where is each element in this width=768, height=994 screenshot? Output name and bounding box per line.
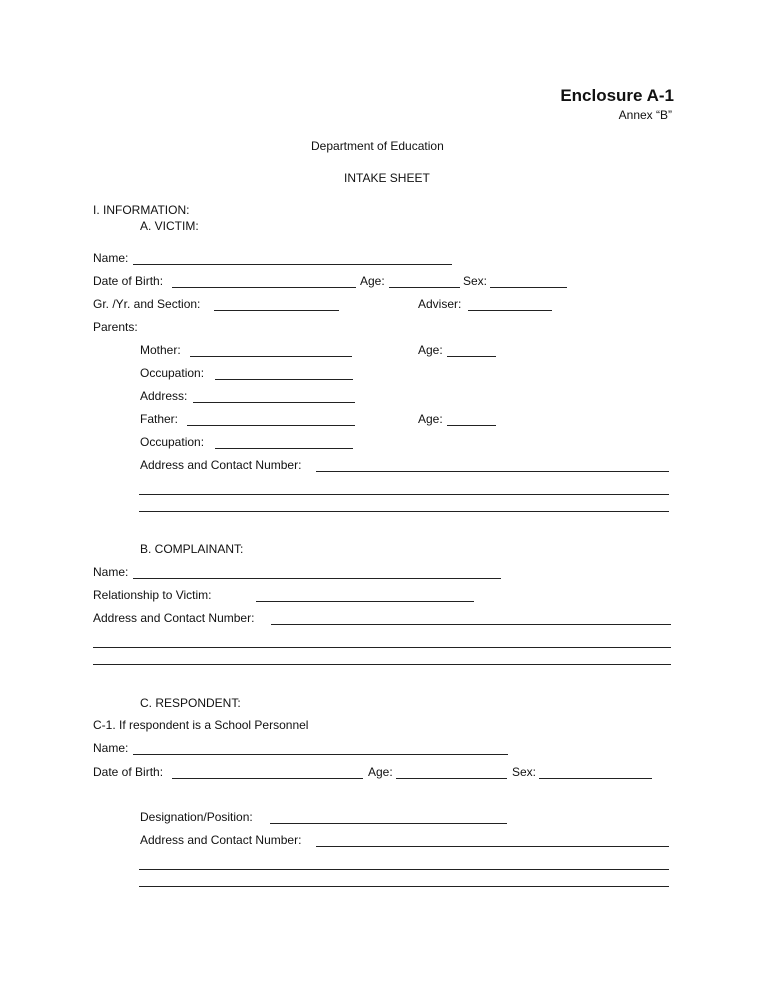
victim-adviser-label: Adviser: bbox=[418, 297, 462, 311]
respondent-sex-label: Sex: bbox=[512, 765, 537, 779]
victim-grade-label: Gr. /Yr. and Section: bbox=[93, 297, 201, 311]
section-information-heading: I. INFORMATION: bbox=[93, 203, 190, 217]
respondent-sex-field[interactable] bbox=[539, 778, 652, 779]
respondent-heading: C. RESPONDENT: bbox=[140, 696, 241, 710]
mother-age-label: Age: bbox=[418, 343, 443, 357]
respondent-name-label: Name: bbox=[93, 741, 129, 755]
parents-label: Parents: bbox=[93, 320, 138, 334]
enclosure-label: Enclosure A-1 bbox=[560, 86, 674, 105]
respondent-name-field[interactable] bbox=[133, 754, 508, 755]
mother-occupation-field[interactable] bbox=[215, 379, 353, 380]
father-field[interactable] bbox=[187, 425, 355, 426]
complainant-heading: B. COMPLAINANT: bbox=[140, 542, 244, 556]
victim-age-field[interactable] bbox=[389, 287, 460, 288]
victim-sex-field[interactable] bbox=[490, 287, 567, 288]
mother-address-field[interactable] bbox=[193, 402, 355, 403]
victim-address-contact-label: Address and Contact Number: bbox=[140, 458, 302, 472]
complainant-relationship-field[interactable] bbox=[256, 601, 474, 602]
respondent-dob-field[interactable] bbox=[172, 778, 363, 779]
respondent-address-contact-line-3[interactable] bbox=[139, 886, 669, 887]
victim-heading: A. VICTIM: bbox=[140, 219, 199, 233]
form-title: INTAKE SHEET bbox=[344, 171, 430, 185]
annex-label: Annex “B” bbox=[618, 108, 672, 122]
victim-grade-field[interactable] bbox=[214, 310, 339, 311]
respondent-address-contact-field[interactable] bbox=[316, 846, 669, 847]
victim-sex-label: Sex: bbox=[463, 274, 488, 288]
victim-age-label: Age: bbox=[360, 274, 385, 288]
victim-adviser-field[interactable] bbox=[468, 310, 552, 311]
respondent-designation-label: Designation/Position: bbox=[140, 810, 253, 824]
complainant-name-field[interactable] bbox=[133, 578, 501, 579]
father-age-field[interactable] bbox=[447, 425, 496, 426]
department-title: Department of Education bbox=[311, 139, 444, 153]
mother-address-label: Address: bbox=[140, 389, 188, 403]
respondent-school-personnel-label: C-1. If respondent is a School Personnel bbox=[93, 718, 309, 732]
victim-address-contact-line-3[interactable] bbox=[139, 511, 669, 512]
respondent-age-field[interactable] bbox=[396, 778, 507, 779]
complainant-address-contact-field[interactable] bbox=[271, 624, 671, 625]
father-occupation-field[interactable] bbox=[215, 448, 353, 449]
mother-field[interactable] bbox=[190, 356, 352, 357]
respondent-address-contact-line-2[interactable] bbox=[139, 869, 669, 870]
father-age-label: Age: bbox=[418, 412, 443, 426]
father-label: Father: bbox=[140, 412, 179, 426]
victim-address-contact-line-2[interactable] bbox=[139, 494, 669, 495]
victim-name-field[interactable] bbox=[133, 264, 452, 265]
respondent-address-contact-label: Address and Contact Number: bbox=[140, 833, 302, 847]
victim-dob-label: Date of Birth: bbox=[93, 274, 164, 288]
complainant-address-contact-line-3[interactable] bbox=[93, 664, 671, 665]
victim-address-contact-field[interactable] bbox=[316, 471, 669, 472]
complainant-name-label: Name: bbox=[93, 565, 129, 579]
mother-label: Mother: bbox=[140, 343, 181, 357]
complainant-address-contact-label: Address and Contact Number: bbox=[93, 611, 255, 625]
respondent-age-label: Age: bbox=[368, 765, 393, 779]
complainant-address-contact-line-2[interactable] bbox=[93, 647, 671, 648]
mother-age-field[interactable] bbox=[447, 356, 496, 357]
complainant-relationship-label: Relationship to Victim: bbox=[93, 588, 212, 602]
respondent-dob-label: Date of Birth: bbox=[93, 765, 164, 779]
respondent-designation-field[interactable] bbox=[270, 823, 507, 824]
victim-name-label: Name: bbox=[93, 251, 129, 265]
father-occupation-label: Occupation: bbox=[140, 435, 205, 449]
mother-occupation-label: Occupation: bbox=[140, 366, 205, 380]
victim-dob-field[interactable] bbox=[172, 287, 356, 288]
